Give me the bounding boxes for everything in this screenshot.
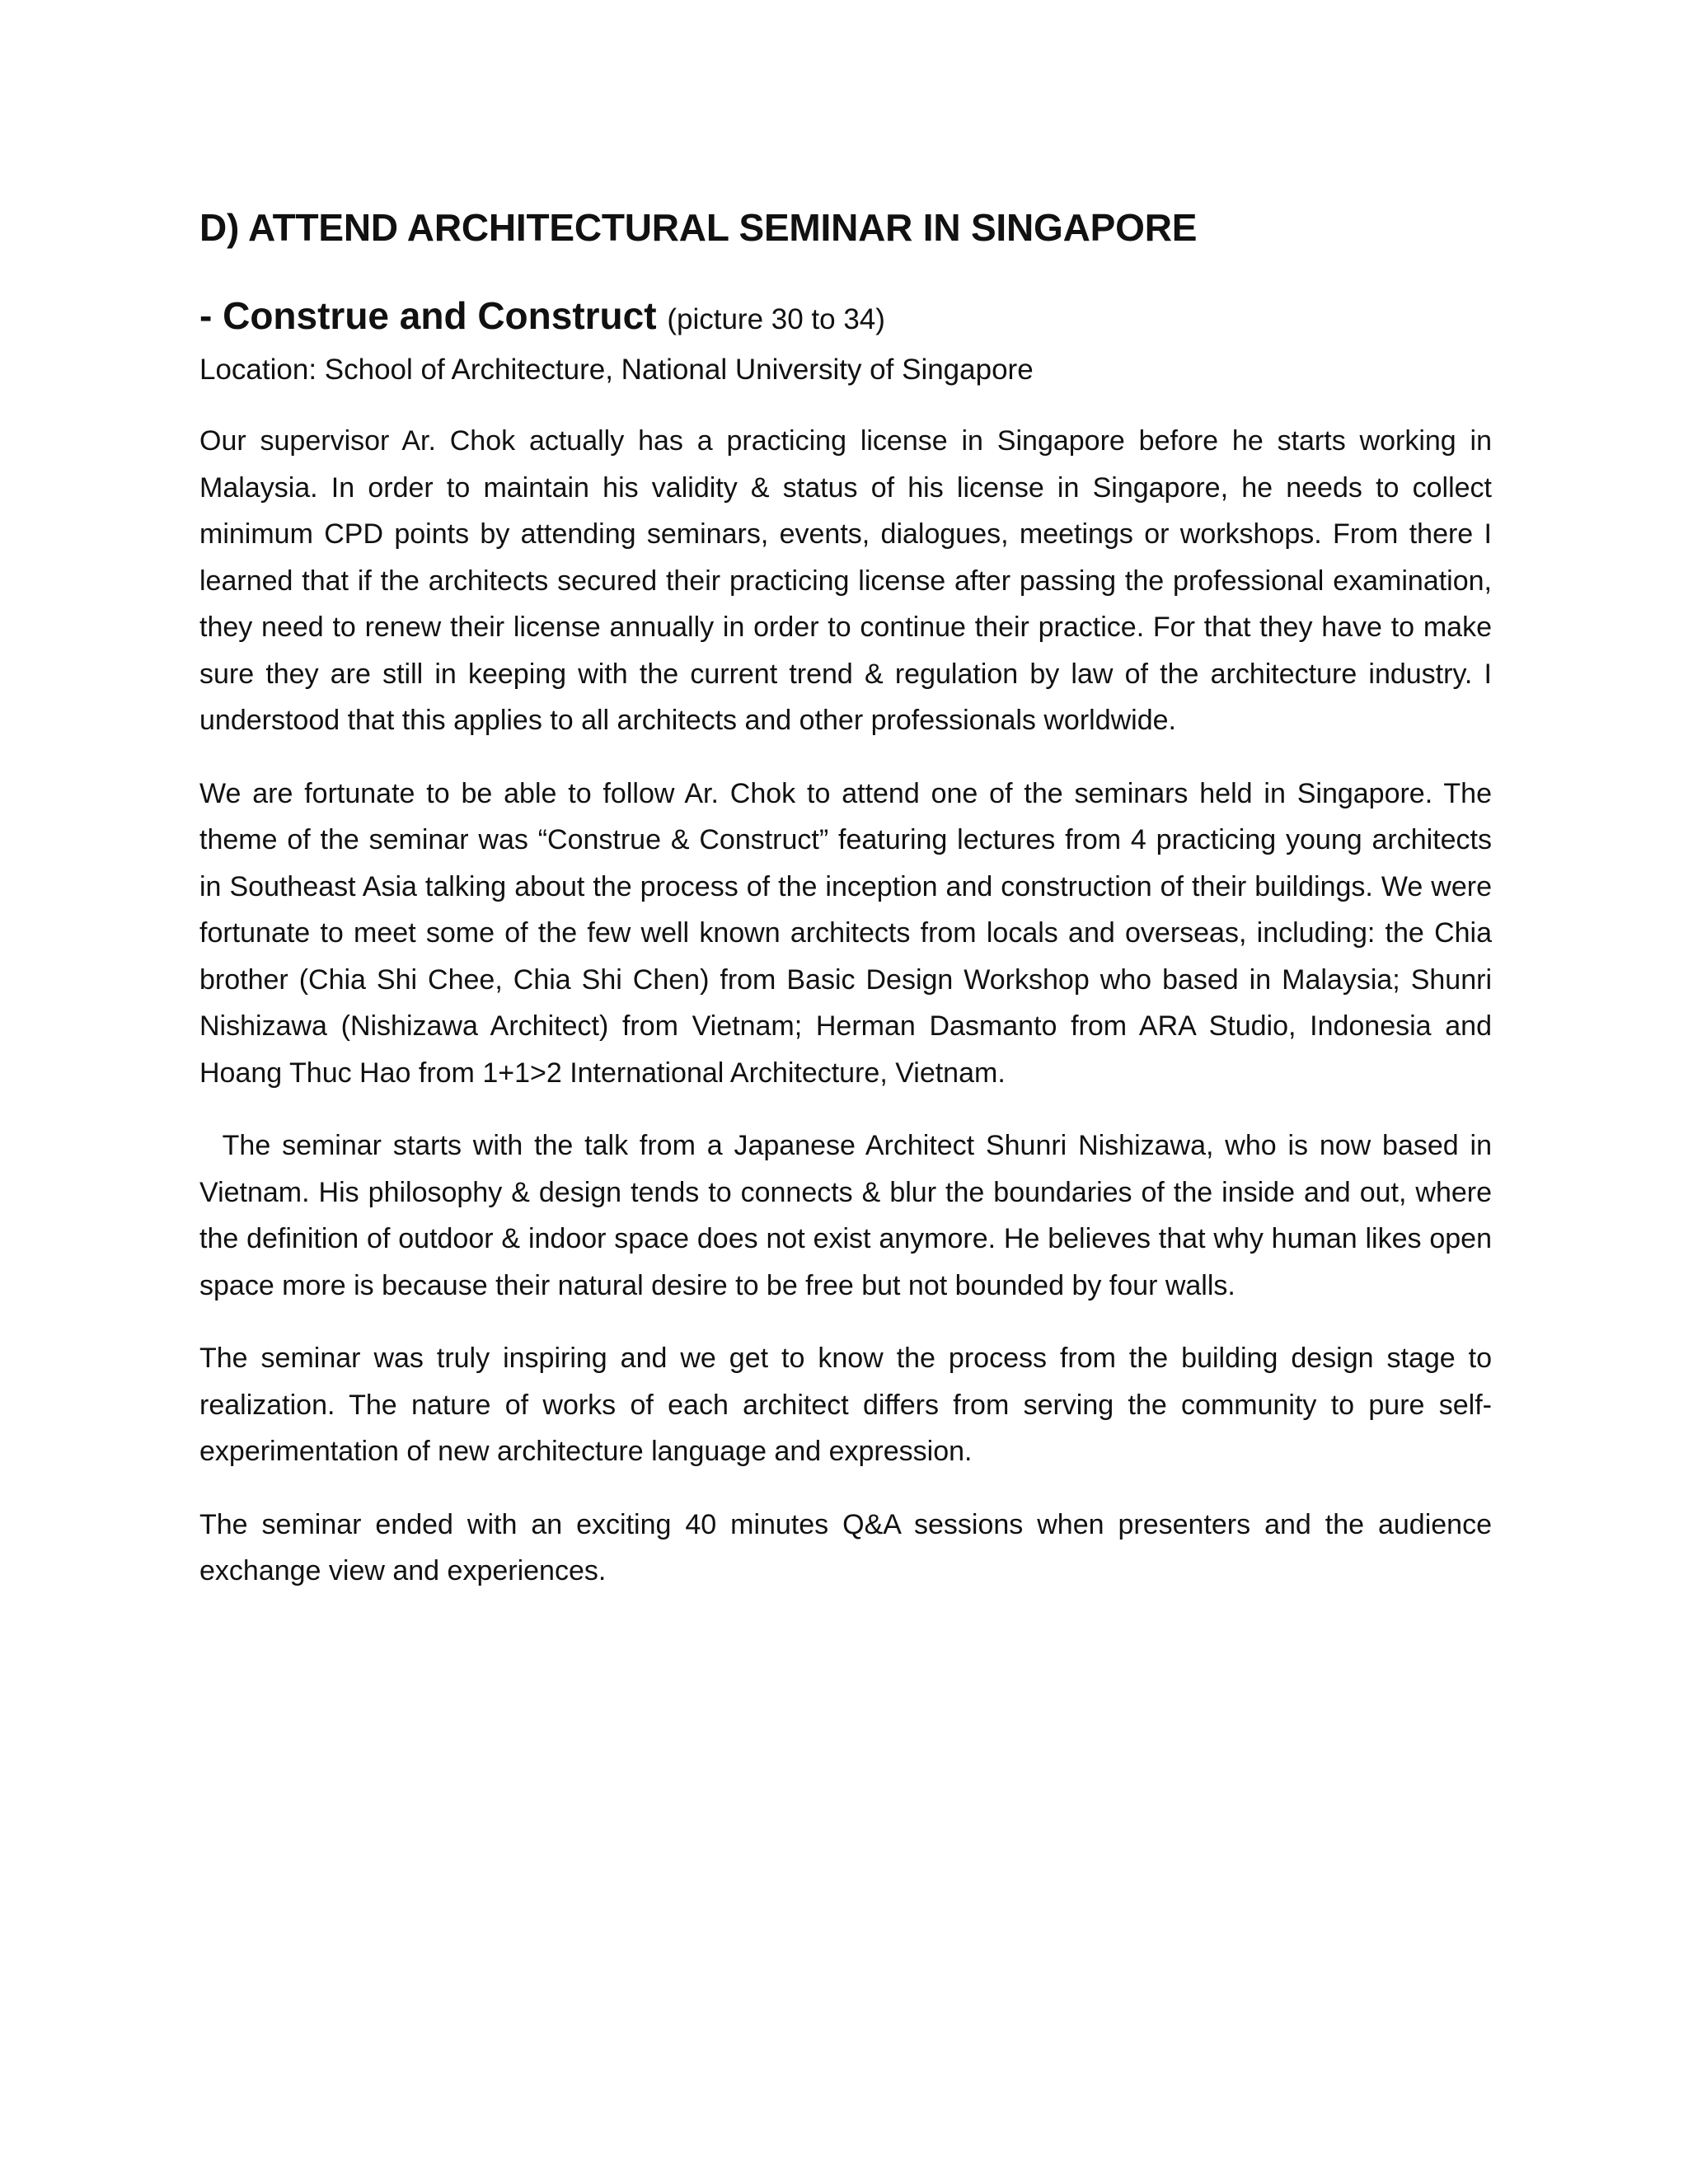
subheading-note: (picture 30 to 34)	[667, 303, 885, 335]
paragraph-cpd-license: Our supervisor Ar. Chok actually has a practicing license in Singapore before he starts working in Malaysia. In order to maintain his validity & status of his license in Singapore, he needs to collect minimum CPD points by attending seminars, events, dialogues, meetings or workshops. From there I learned that if the architects secured their practicing license after passing the professional examination, they need to renew their license annually in order to continue their practice. For that they have to make sure they are still in keeping with the current trend & regulation by law of the architecture industry. I understood that this applies to all architects and other professionals worldwide.	[199, 425, 1492, 736]
paragraph-seminar-theme: We are fortunate to be able to follow Ar. Chok to attend one of the seminars held in Singapore. The theme of the seminar was “Construe & Construct” featuring lectures from 4 practicing young architects in Southeast Asia talking about the process of the inception and construction of their buildings. We were fortunate to meet some of the few well known architects from locals and overseas, including: the Chia brother (Chia Shi Chee, Chia Shi Chen) from Basic Design Workshop who based in Malaysia; Shunri Nishizawa (Nishizawa Architect) from Vietnam; Herman Dasmanto from ARA Studio, Indonesia and Hoang Thuc Hao from 1+1>2 International Architecture, Vietnam.	[199, 777, 1492, 1089]
subheading	[199, 292, 1492, 344]
subheading-title: - Construe and Construct	[199, 294, 657, 337]
document-body	[199, 203, 1500, 1595]
paragraph-inspiration: The seminar was truly inspiring and we get to know the process from the building design stage to realization. The nature of works of each architect differs from serving the community to pure self-experimentation of new architecture language and expression.	[199, 1343, 1492, 1467]
paragraph-qa-session: The seminar ended with an exciting 40 minutes Q&A sessions when presenters and the audience exchange view and experiences.	[199, 1508, 1492, 1586]
paragraph-nishizawa-talk: The seminar starts with the talk from a Japanese Architect Shunri Nishizawa, who is now based in Vietnam. His philosophy & design tends to connects & blur the boundaries of the inside and out, where the definition of outdoor & indoor space does not exist anymore. He believes that why human likes open space more is because their natural desire to be free but not bounded by four walls.	[199, 1130, 1500, 1301]
location-line: Location: School of Architecture, National University of Singapore	[199, 354, 1034, 386]
section-heading: D) ATTEND ARCHITECTURAL SEMINAR IN SINGAPORE	[199, 206, 1198, 249]
